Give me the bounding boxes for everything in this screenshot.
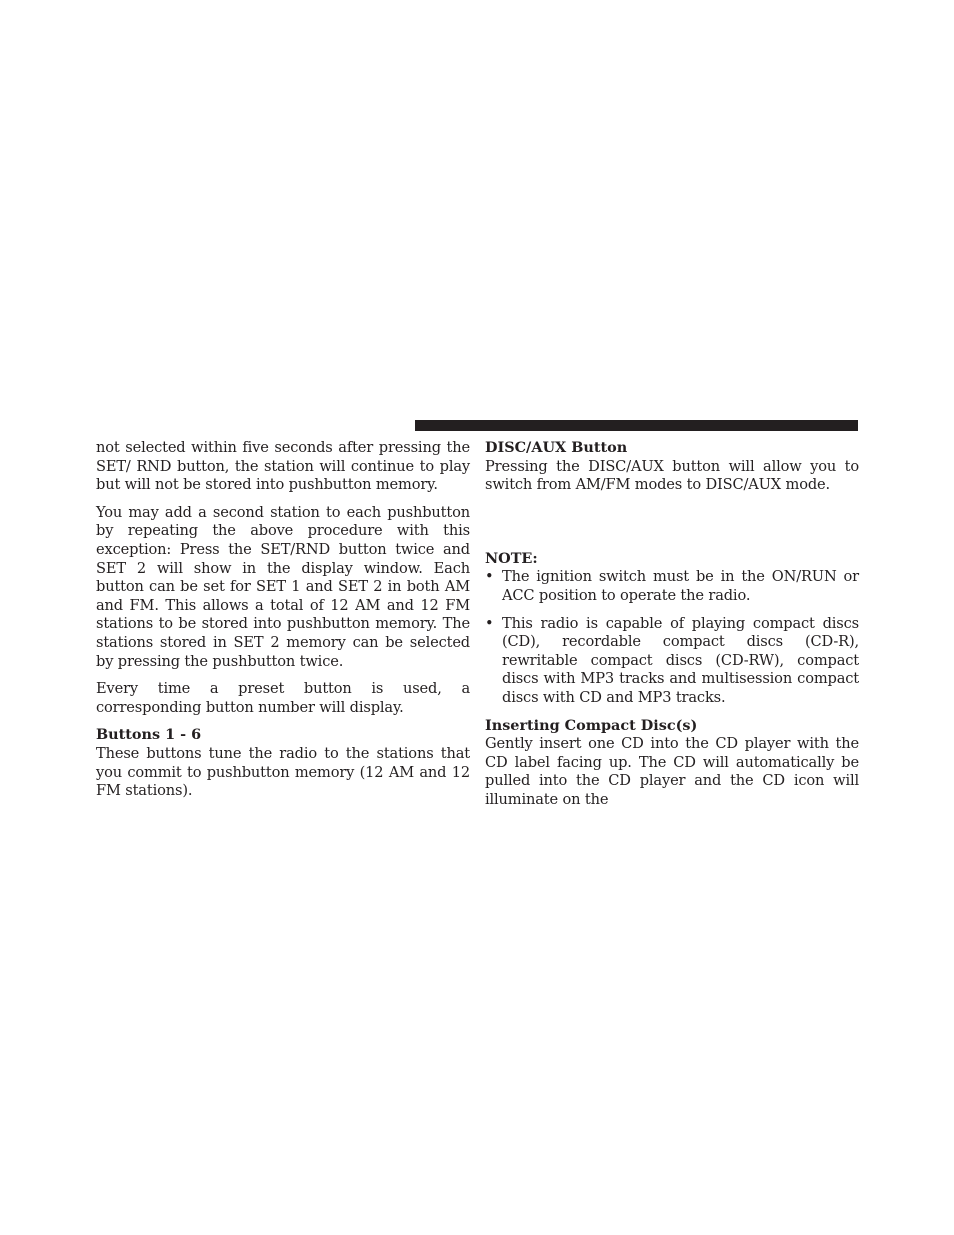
bullet-icon: • [485,568,494,586]
disc-aux-section [485,439,859,495]
inserting-body: Gently insert one CD into the CD player with the CD label facing up. The CD will automatically be pulled into the CD player and the CD icon will illuminate on the [485,735,859,808]
spacer [485,504,859,550]
paragraph-second-station: You may add a second station to each pushbutton by repeating the above procedure with this exception: Press the SET/RND button twice and SET 2 will show in the display window. Each button can be set for SET 1 and SET 2 in both AM and FM. This allows a total of 12 AM and 12 FM stations to be stored into pushbutton memory. The stations stored in SET 2 memory can be selected by pressing the pushbutton twice. [96,503,470,670]
inserting-section [485,717,859,810]
note-block [485,550,859,708]
note-item-text: The ignition switch must be in the ON/RUN or ACC position to operate the radio. [502,568,859,604]
note-item-disc-formats [485,615,859,708]
paragraph-preset-display: Every time a preset button is used, a corresponding button number will display. [96,680,470,716]
buttons-body: These buttons tune the radio to the stations that you commit to pushbutton memory (12 AM and 12 FM stations). [96,744,470,800]
right-column [485,439,859,819]
buttons-section [96,726,470,800]
note-label: NOTE: [485,549,538,567]
buttons-heading: Buttons 1 - 6 [96,726,202,744]
note-list [485,568,859,707]
section-header-bar [415,420,858,431]
paragraph-set-rnd-timeout: not selected within five seconds after pressing the SET/ RND button, the station will continue to play but will not be stored into pushbutton memory. [96,439,470,494]
disc-aux-heading: DISC/AUX Button [485,439,628,456]
inserting-heading: Inserting Compact Disc(s) [485,716,698,734]
left-column [96,439,470,810]
note-item-text: This radio is capable of playing compact discs (CD), recordable compact discs (CD-R), rewritable compact discs (CD-RW), compact discs with MP3 tracks and multisession compact discs with CD and MP3 tracks. [502,614,859,706]
disc-aux-body: Pressing the DISC/AUX button will allow you to switch from AM/FM modes to DISC/AUX mode. [485,457,859,494]
bullet-icon: • [485,614,494,632]
note-item-ignition [485,568,859,605]
